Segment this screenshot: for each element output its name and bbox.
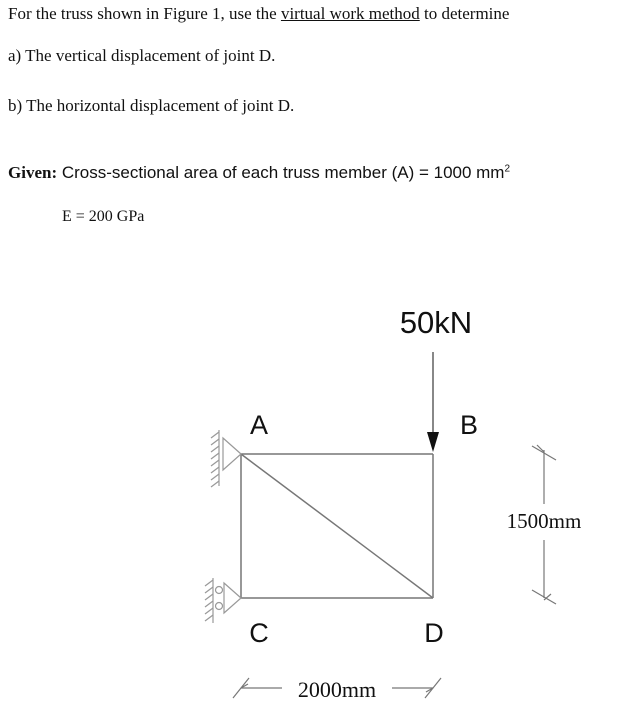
node-c-label: C [249,618,269,648]
given-label: Given: [8,163,58,182]
height-dimension-label: 1500mm [506,509,582,533]
modulus-text: E = 200 GPa [62,208,145,225]
part-a-text: a) The vertical displacement of joint D. [8,46,276,65]
load-arrow [427,352,439,452]
intro-after: to determine [419,4,510,23]
virtual-work-link[interactable]: virtual work method [280,4,420,23]
given-body: Cross-sectional area of each truss member (A) = 1000 mm [57,163,505,182]
given-sup: 2 [504,163,511,175]
load-label: 50kN [399,305,473,340]
member-ad [241,454,433,598]
truss-members [241,454,433,598]
width-dimension-label: 2000mm [297,677,377,702]
node-d-label: D [424,618,444,648]
node-a-label: A [249,410,269,440]
roller-support-c-icon [205,578,241,623]
intro-before: For the truss shown in Figure 1, use the [8,4,281,23]
part-b-text: b) The horizontal displacement of joint D. [8,96,295,115]
pin-support-a-icon [211,430,241,487]
node-b-label: B [459,410,479,440]
